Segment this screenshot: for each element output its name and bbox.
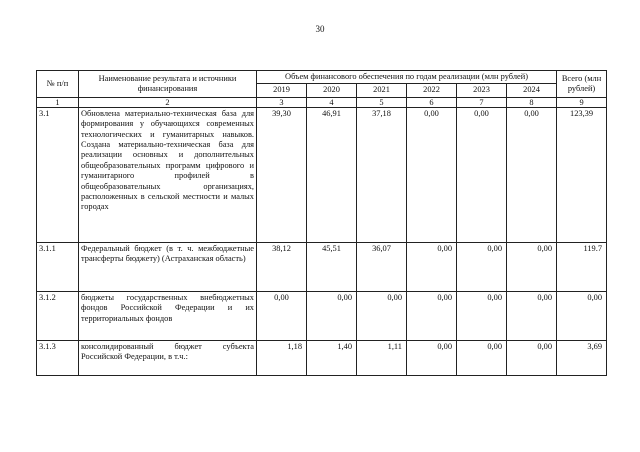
year-value: 0,00	[457, 107, 507, 242]
row-total: 119.7	[557, 242, 607, 291]
year-value: 0,00	[457, 340, 507, 375]
column-index: 4	[307, 97, 357, 107]
row-total: 0,00	[557, 291, 607, 340]
header-num: № п/п	[37, 71, 79, 98]
financing-table	[36, 70, 607, 376]
row-name: Федеральный бюджет (в т. ч. межбюджетные трансферты бюджету) (Астраханская область)	[79, 242, 257, 291]
row-num: 3.1.1	[37, 242, 79, 291]
row-total: 123,39	[557, 107, 607, 242]
year-value: 46,91	[307, 107, 357, 242]
year-value: 36,07	[357, 242, 407, 291]
column-index-row	[37, 97, 607, 107]
row-name: Обновлена материально-техническая база для формирования у обучающихся современных технологических и гуманитарных навыков. Создана материально-техническая база для реализации основных и дополнительных общеобразовательных программ цифрового и гуманитарного профилей в общеобразовательных организациях, расположенных в сельской местности и малых городах	[79, 107, 257, 242]
year-value: 0,00	[407, 107, 457, 242]
year-value: 39,30	[257, 107, 307, 242]
column-index: 6	[407, 97, 457, 107]
row-num: 3.1.2	[37, 291, 79, 340]
year-value: 0,00	[407, 291, 457, 340]
header-total: Всего (млн рублей)	[557, 71, 607, 98]
header-volume: Объем финансового обеспечения по годам реализации (млн рублей)	[257, 71, 557, 84]
column-index: 5	[357, 97, 407, 107]
header-row-top	[37, 71, 607, 84]
year-value: 0,00	[407, 242, 457, 291]
page-number: 30	[315, 24, 325, 34]
table-row	[37, 242, 607, 291]
year-value: 37,18	[357, 107, 407, 242]
year-value: 0,00	[407, 340, 457, 375]
year-value: 0,00	[507, 340, 557, 375]
year-value: 45,51	[307, 242, 357, 291]
year-value: 0,00	[357, 291, 407, 340]
year-value: 1,11	[357, 340, 407, 375]
year-value: 0,00	[507, 107, 557, 242]
year-value: 1,40	[307, 340, 357, 375]
year-value: 0,00	[507, 291, 557, 340]
year-value: 0,00	[507, 242, 557, 291]
table-row	[37, 340, 607, 375]
column-index: 9	[557, 97, 607, 107]
column-index: 7	[457, 97, 507, 107]
year-value: 0,00	[307, 291, 357, 340]
year-value: 38,12	[257, 242, 307, 291]
header-year: 2023	[457, 84, 507, 97]
header-year: 2024	[507, 84, 557, 97]
column-index: 2	[79, 97, 257, 107]
year-value: 1,18	[257, 340, 307, 375]
column-index: 3	[257, 97, 307, 107]
row-name: бюджеты государственных внебюджетных фондов Российской Федерации и их территориальных фондов	[79, 291, 257, 340]
year-value: 0,00	[457, 242, 507, 291]
row-name: консолидированный бюджет субъекта Российской Федерации, в т.ч.:	[79, 340, 257, 375]
header-year: 2019	[257, 84, 307, 97]
header-year: 2020	[307, 84, 357, 97]
row-num: 3.1	[37, 107, 79, 242]
row-total: 3,69	[557, 340, 607, 375]
table-row	[37, 291, 607, 340]
header-year: 2022	[407, 84, 457, 97]
header-name: Наименование результата и источники финансирования	[79, 71, 257, 98]
header-year: 2021	[357, 84, 407, 97]
year-value: 0,00	[457, 291, 507, 340]
column-index: 8	[507, 97, 557, 107]
row-num: 3.1.3	[37, 340, 79, 375]
year-value: 0,00	[257, 291, 307, 340]
table-row	[37, 107, 607, 242]
column-index: 1	[37, 97, 79, 107]
